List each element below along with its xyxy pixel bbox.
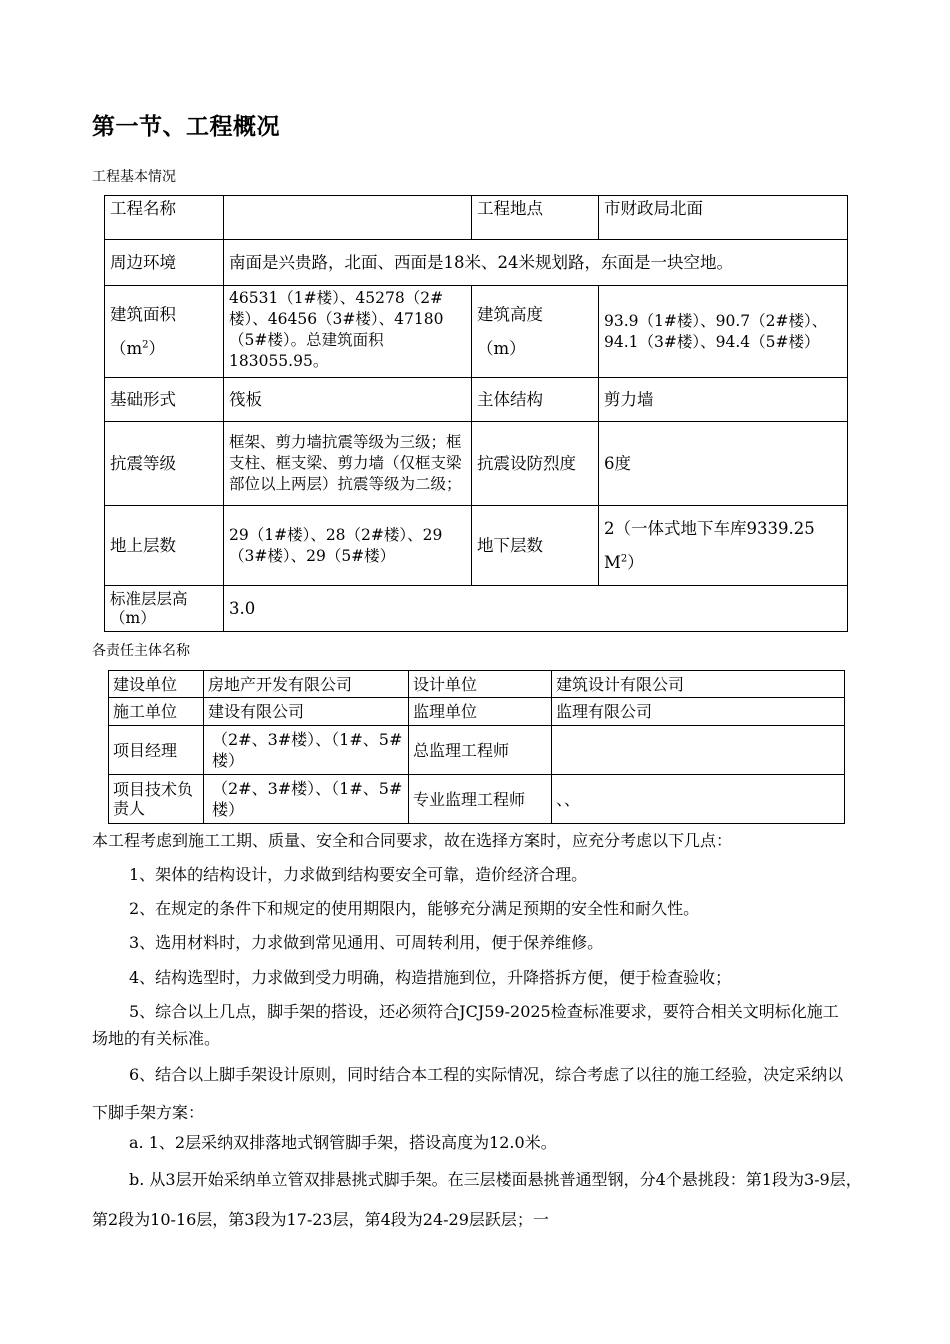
label-surroundings: 周边环境	[105, 240, 224, 286]
table-row	[105, 586, 848, 632]
section-heading: 第一节、工程概况	[92, 114, 280, 140]
value-project-name	[224, 196, 472, 240]
value-floor-height: 3.0	[224, 586, 848, 632]
label-building-area: 建筑面积 $(m^2)$	[105, 286, 224, 378]
table-row	[105, 506, 848, 586]
label-floors-above: 地上层数	[105, 506, 224, 586]
value-developer: 房地产开发有限公司	[204, 671, 409, 698]
value-project-manager: （2#、3#楼）、（1#、5#楼）	[204, 726, 409, 775]
intro-paragraph: 本工程考虑到施工工期、质量、安全和合同要求，故在选择方案时，应充分考虑以下几点：	[92, 831, 733, 850]
value-foundation-type: 筏板	[224, 378, 472, 422]
table-row	[105, 196, 848, 240]
label-contractor: 施工单位	[109, 698, 204, 726]
label-building-height: 建筑高度 （m）	[472, 286, 599, 378]
table-row	[109, 726, 845, 775]
value-building-height: 93.9（1#楼）、90.7（2#楼）、94.1（3#楼）、94.4（5#楼）	[599, 286, 848, 378]
label-project-name: 工程名称	[105, 196, 224, 240]
value-surroundings: 南面是兴贵路，北面、西面是18米、24米规划路，东面是一块空地。	[224, 240, 848, 286]
table-row	[109, 775, 845, 824]
table-caption-basic: 工程基本情况	[92, 169, 176, 185]
value-project-location: 市财政局北面	[599, 196, 848, 240]
value-designer: 建筑设计有限公司	[552, 671, 845, 698]
principle-paragraph-1: 1、架体的结构设计，力求做到结构要安全可靠，造价经济合理。	[129, 865, 588, 884]
label-floor-height: 标准层层高（m）	[105, 586, 224, 632]
label-supervisor: 监理单位	[409, 698, 552, 726]
value-tech-lead: （2#、3#楼）、（1#、5#楼）	[204, 775, 409, 824]
value-supervisor: 监理有限公司	[552, 698, 845, 726]
label-chief-supervisor: 总监理工程师	[409, 726, 552, 775]
table-row	[109, 698, 845, 726]
label-project-location: 工程地点	[472, 196, 599, 240]
table-caption-parties: 各责任主体名称	[92, 643, 190, 659]
table-row	[105, 240, 848, 286]
principle-paragraph-5: 5、综合以上几点，脚手架的搭设，还必须符合JCJ59-2025检查标准要求，要符合相关文明标化施工场地的有关标准。	[92, 1002, 839, 1048]
label-designer: 设计单位	[409, 671, 552, 698]
value-contractor: 建设有限公司	[204, 698, 409, 726]
principle-paragraph-6: 6、结合以上脚手架设计原则，同时结合本工程的实际情况，综合考虑了以往的施工经验，决定采纳以下脚手架方案：	[92, 1065, 844, 1122]
value-seismic-grade: 框架、剪力墙抗震等级为三级；框支柱、框支梁、剪力墙（仅框支梁部位以上两层）抗震等级为二级；	[224, 422, 472, 506]
value-floors-above: 29（1#楼）、28（2#楼）、29（3#楼）、29（5#楼）	[224, 506, 472, 586]
label-seismic-grade: 抗震等级	[105, 422, 224, 506]
label-tech-lead: 项目技术负责人	[109, 775, 204, 824]
value-chief-supervisor	[552, 726, 845, 775]
label-specialty-supervisor: 专业监理工程师	[409, 775, 552, 824]
responsible-parties-table	[108, 670, 845, 824]
label-main-structure: 主体结构	[472, 378, 599, 422]
label-project-manager: 项目经理	[109, 726, 204, 775]
label-floors-below: 地下层数	[472, 506, 599, 586]
table-row	[105, 286, 848, 378]
principle-paragraph-4: 4、结构选型时，力求做到受力明确，构造措施到位，升降搭拆方便，便于检查验收；	[129, 968, 732, 987]
label-seismic-intensity: 抗震设防烈度	[472, 422, 599, 506]
value-seismic-intensity: 6度	[599, 422, 848, 506]
scheme-item-a: a. 1、2层采纳双排落地式钢管脚手架，搭设高度为12.0米。	[129, 1133, 557, 1152]
table-row	[105, 378, 848, 422]
value-floors-below: 2（一体式地下车库9339.25 $M^2$）	[599, 506, 848, 586]
label-developer: 建设单位	[109, 671, 204, 698]
principle-paragraph-3: 3、选用材料时，力求做到常见通用、可周转利用，便于保养维修。	[129, 933, 604, 952]
table-row	[105, 422, 848, 506]
principle-paragraph-2: 2、在规定的条件下和规定的使用期限内，能够充分满足预期的安全性和耐久性。	[129, 899, 700, 918]
value-specialty-supervisor: 、、	[552, 775, 845, 824]
project-basic-info-table	[104, 195, 848, 632]
table-row	[109, 671, 845, 698]
value-main-structure: 剪力墙	[599, 378, 848, 422]
scheme-item-b: b. 从3层开始采纳单立管双排悬挑式脚手架。在三层楼面悬挑普通型钢，分4个悬挑段：第1段为3-9层，第2段为10-16层，第3段为17-23层，第4段为24-29层跃层；一	[92, 1170, 862, 1229]
label-foundation-type: 基础形式	[105, 378, 224, 422]
value-building-area: 46531（1#楼）、45278（2#楼）、46456（3#楼）、47180（5#楼）。总建筑面积183055.95。	[224, 286, 472, 378]
